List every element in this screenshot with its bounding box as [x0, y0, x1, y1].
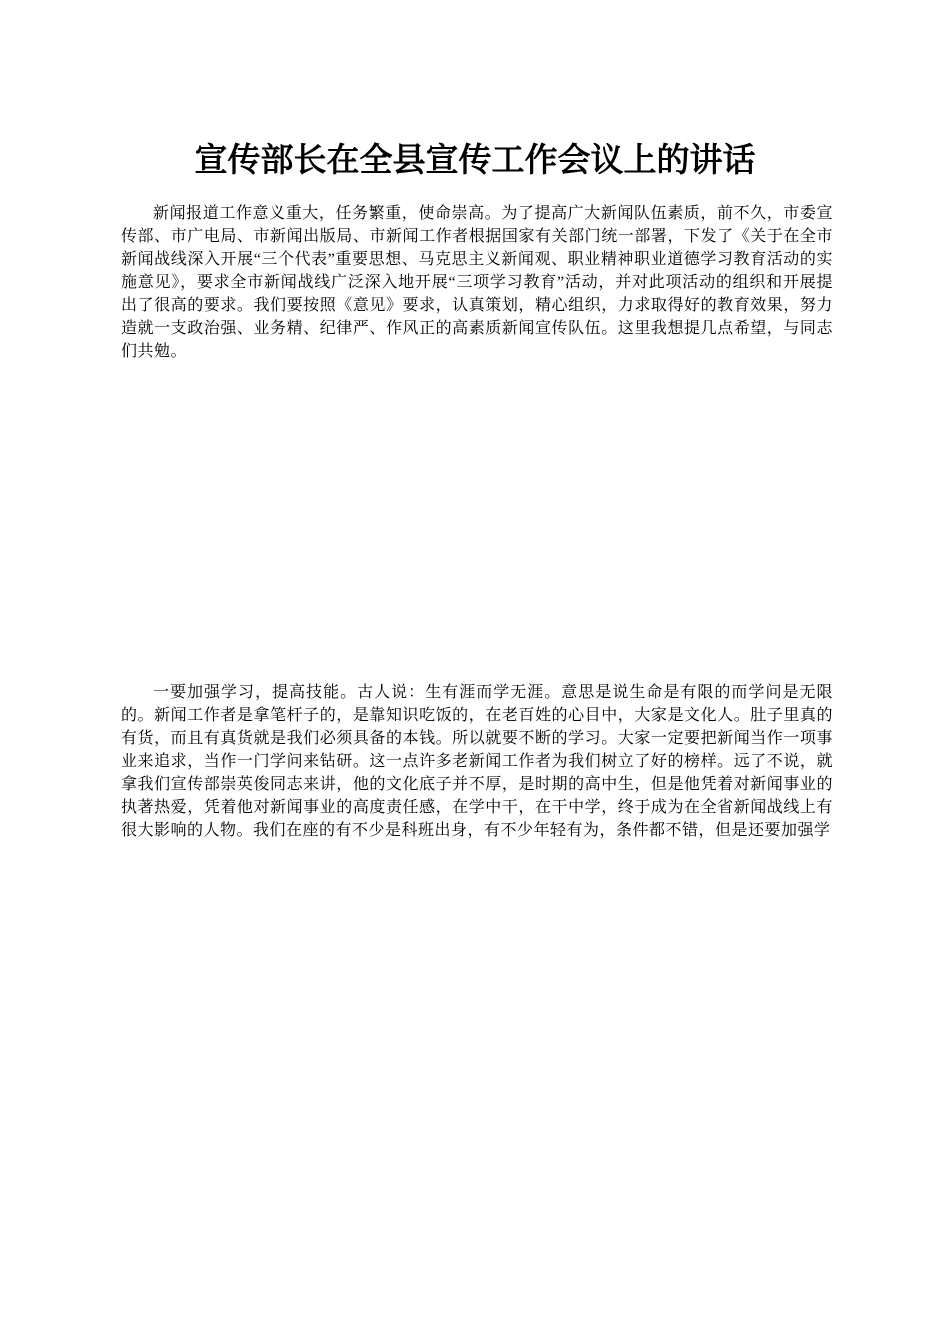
paragraph-intro: 新闻报道工作意义重大，任务繁重，使命崇高。为了提高广大新闻队伍素质，前不久，市委宣传部、市广电局、市新闻出版局、市新闻工作者根据国家有关部门统一部署，下发了《关于在全市新闻战线深入开展“三个代表”重要思想、马克思主义新闻观、职业精神职业道德学习教育活动的实施意见》，要求全市新闻战线广泛深入地开展“三项学习教育”活动，并对此项活动的组织和开展提出了很高的要求。我们要按照《意见》要求，认真策划，精心组织，力求取得好的教育效果，努力造就一支政治强、业务精、纪律严、作风正的高素质新闻宣传队伍。这里我想提几点希望，与同志们共勉。 — [121, 205, 833, 360]
document-title: 宣传部长在全县宣传工作会议上的讲话 — [194, 140, 756, 179]
paragraph-study: 一要加强学习，提高技能。古人说：生有涯而学无涯。意思是说生命是有限的而学问是无限的。新闻工作者是拿笔杆子的，是靠知识吃饭的，在老百姓的心目中，大家是文化人。肚子里真的有货，而且有真货就是我们必须具备的本钱。所以就要不断的学习。大家一定要把新闻当作一项事业来追求，当作一门学问来钻研。这一点许多老新闻工作者为我们树立了好的榜样。远了不说，就拿我们宣传部崇英俊同志来讲，他的文化底子并不厚，是时期的高中生，但是他凭着对新闻事业的执著热爱，凭着他对新闻事业的高度责任感，在学中干，在干中学，终于成为在全省新闻战线上有很大影响的人物。我们在座的有不少是科班出身，有不少年轻有为，条件都不错，但是还要加强学 — [121, 684, 833, 839]
